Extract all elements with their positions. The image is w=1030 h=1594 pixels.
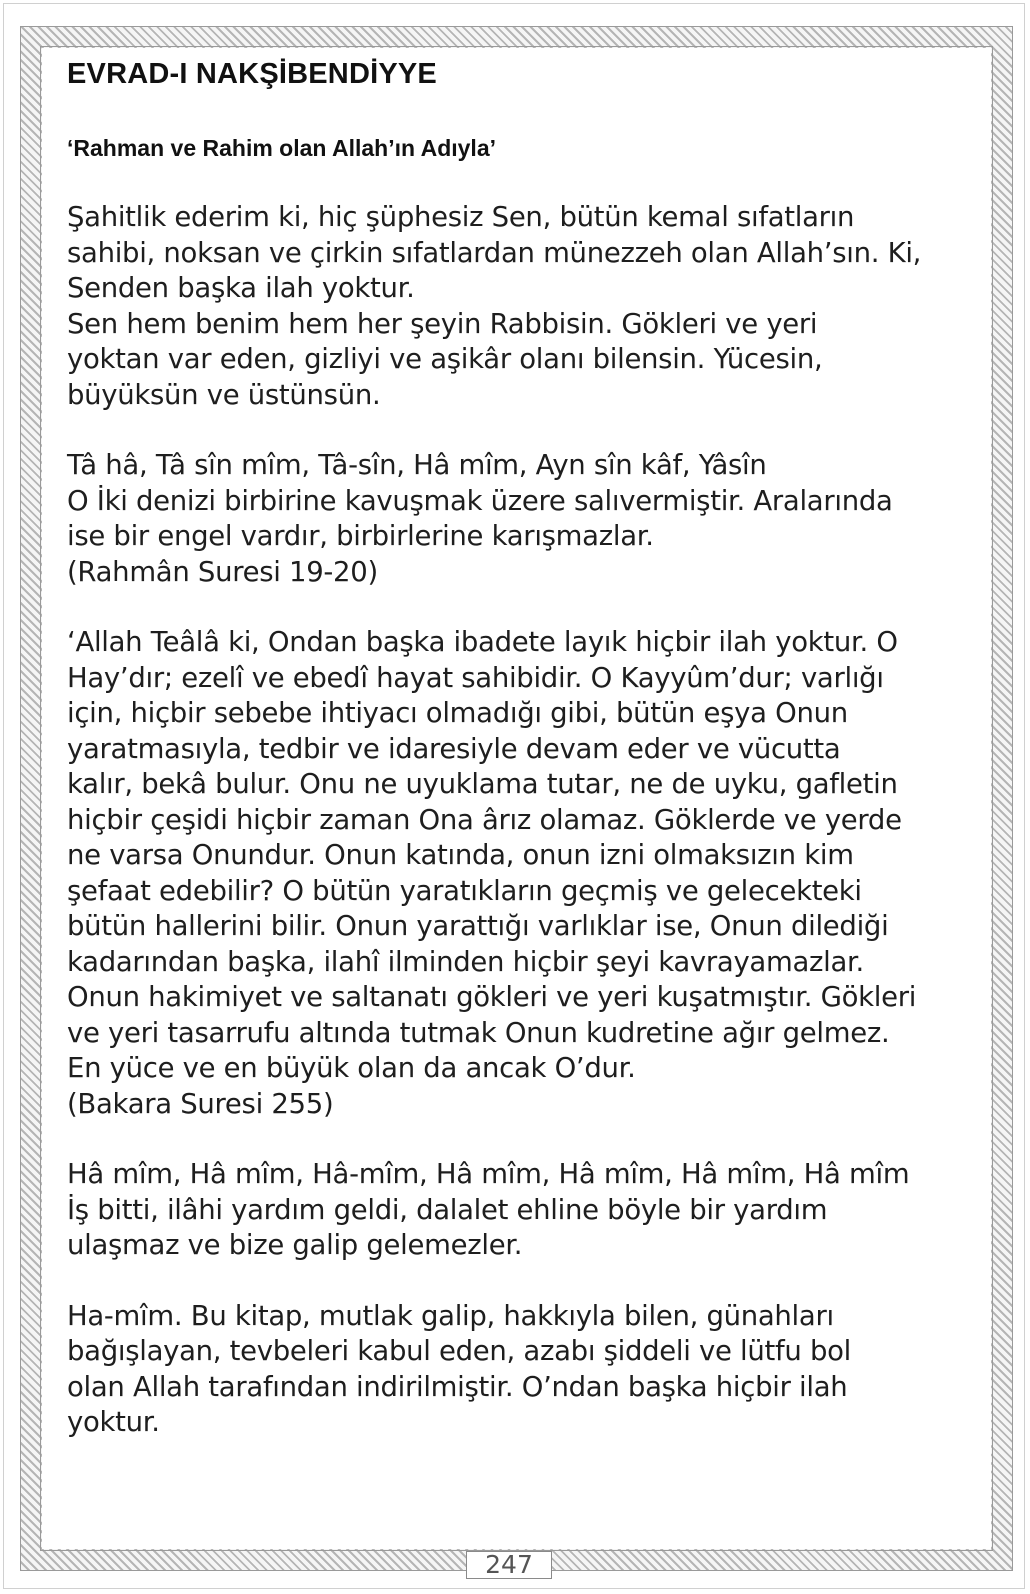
- text-line: kalır, bekâ bulur. Onu ne uyuklama tutar, ne de uyku, gafletin: [67, 768, 898, 800]
- paragraph-1: [67, 200, 967, 413]
- text-line: yoktur.: [67, 1406, 160, 1438]
- subtitle: ‘Rahman ve Rahim olan Allah’ın Adıyla’: [67, 135, 497, 161]
- text-line: bütün hallerini bilir. Onun yarattığı varlıklar ise, Onun dilediği: [67, 910, 889, 942]
- text-line: Senden başka ilah yoktur.: [67, 272, 415, 304]
- text-line: hiçbir çeşidi hiçbir zaman Ona ârız olamaz. Göklerde ve yerde: [67, 803, 902, 836]
- citation: (Bakara Suresi 255): [67, 1087, 334, 1120]
- text-line: için, hiçbir sebebe ihtiyacı olmadığı gibi, bütün eşya Onun: [67, 697, 848, 729]
- text-line: ve yeri tasarrufu altında tutmak Onun kudretine ağır gelmez.: [67, 1016, 890, 1049]
- text-line: Tâ hâ, Tâ sîn mîm, Tâ-sîn, Hâ mîm, Ayn sîn kâf, Yâsîn: [67, 449, 767, 481]
- text-line: kadarından başka, ilahî ilminden hiçbir şeyi kavrayamazlar.: [67, 945, 864, 978]
- text-line: olan Allah tarafından indirilmiştir. O’ndan başka hiçbir ilah: [67, 1370, 848, 1403]
- paragraph-3: [67, 625, 967, 1122]
- text-line: En yüce ve en büyük olan da ancak O’dur.: [67, 1052, 636, 1084]
- text-line: Ha-mîm. Bu kitap, mutlak galip, hakkıyla bilen, günahları: [67, 1299, 834, 1332]
- paragraph-5: [67, 1299, 967, 1441]
- text-line: Onun hakimiyet ve saltanatı gökleri ve yeri kuşatmıştır. Gökleri: [67, 981, 917, 1013]
- text-line: bağışlayan, tevbeleri kabul eden, azabı şiddeli ve lütfu bol: [67, 1335, 851, 1367]
- text-line: yaratmasıyla, tedbir ve idaresiyle devam eder ve vücutta: [67, 732, 841, 765]
- page-content: [67, 58, 967, 1441]
- text-line: ‘Allah Teâlâ ki, Ondan başka ibadete layık hiçbir ilah yoktur. O: [67, 626, 898, 658]
- paragraph-4: [67, 1157, 967, 1264]
- text-line: İş bitti, ilâhi yardım geldi, dalalet ehline böyle bir yardım: [67, 1193, 828, 1226]
- text-line: Hâ mîm, Hâ mîm, Hâ-mîm, Hâ mîm, Hâ mîm, Hâ mîm, Hâ mîm: [67, 1158, 910, 1190]
- text-line: sahibi, noksan ve çirkin sıfatlardan münezzeh olan Allah’sın. Ki,: [67, 236, 922, 269]
- citation: (Rahmân Suresi 19-20): [67, 555, 378, 588]
- text-line: büyüksün ve üstünsün.: [67, 378, 381, 411]
- page-title: EVRAD-I NAKŞİBENDİYYE: [67, 58, 437, 90]
- text-line: Şahitlik ederim ki, hiç şüphesiz Sen, bütün kemal sıfatların: [67, 201, 855, 233]
- text-line: ise bir engel vardır, birbirlerine karışmazlar.: [67, 520, 654, 552]
- text-line: ne varsa Onundur. Onun katında, onun izni olmaksızın kim: [67, 839, 854, 871]
- text-line: yoktan var eden, gizliyi ve aşikâr olanı bilensin. Yücesin,: [67, 343, 823, 375]
- paragraph-2: [67, 448, 967, 590]
- text-line: ulaşmaz ve bize galip gelemezler.: [67, 1229, 523, 1261]
- text-line: şefaat edebilir? O bütün yaratıkların geçmiş ve gelecekteki: [67, 874, 862, 907]
- text-line: Hay’dır; ezelî ve ebedî hayat sahibidir. O Kayyûm’dur; varlığı: [67, 661, 884, 694]
- text-line: Sen hem benim hem her şeyin Rabbisin. Gökleri ve yeri: [67, 307, 818, 340]
- page-number: 247: [466, 1551, 552, 1579]
- text-line: O İki denizi birbirine kavuşmak üzere salıvermiştir. Aralarında: [67, 484, 893, 517]
